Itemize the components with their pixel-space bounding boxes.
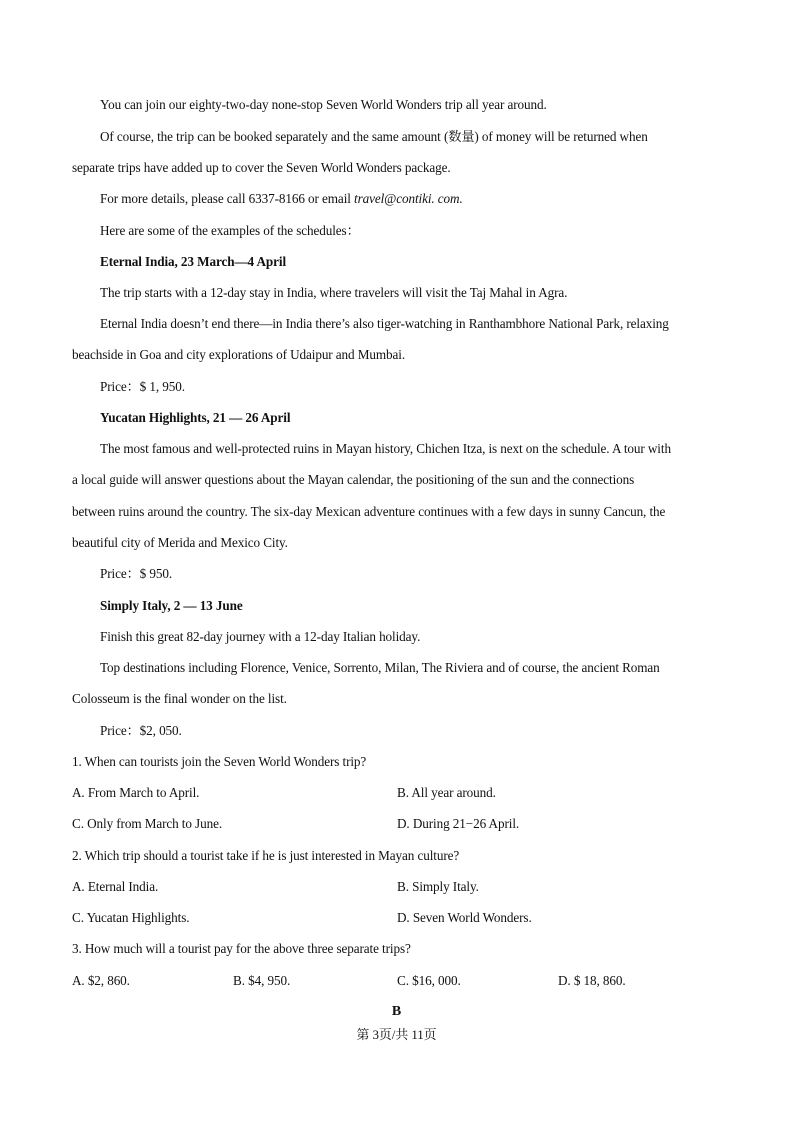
section-line: Eternal India doesn’t end there—in India there’s also tiger-watching in Ranthambhore National Park, relaxing: [100, 316, 669, 331]
section-title-simply-italy: Simply Italy, 2 — 13 June: [100, 598, 243, 613]
section-price: Price：$ 1, 950.: [100, 379, 185, 394]
answer-option: B. All year around.: [397, 785, 496, 800]
section-line: beachside in Goa and city explorations of Udaipur and Mumbai.: [72, 347, 406, 362]
answer-option: B. Simply Italy.: [397, 879, 479, 894]
intro-paragraph-2-line-2: separate trips have added up to cover the Seven World Wonders package.: [72, 160, 451, 175]
intro-paragraph-1: You can join our eighty-two-day none-stop Seven World Wonders trip all year around.: [100, 97, 547, 112]
section-title-eternal-india: Eternal India, 23 March—4 April: [100, 254, 287, 269]
section-line: beautiful city of Merida and Mexico City.: [72, 535, 288, 550]
section-title-yucatan-highlights: Yucatan Highlights, 21 — 26 April: [100, 410, 291, 425]
section-price: Price：$ 950.: [100, 566, 173, 581]
answer-option: D. $ 18, 860.: [558, 973, 626, 988]
answer-option: C. Yucatan Highlights.: [72, 910, 190, 925]
section-line: Colosseum is the final wonder on the list.: [72, 691, 287, 706]
question-stem: 1. When can tourists join the Seven World Wonders trip?: [72, 754, 367, 769]
contact-email: travel@contiki. com.: [354, 191, 463, 206]
section-line: The most famous and well-protected ruins in Mayan history, Chichen Itza, is next on the schedule. A tour with: [100, 441, 671, 456]
section-line: Top destinations including Florence, Venice, Sorrento, Milan, The Riviera and of course, the ancient Roman: [100, 660, 660, 675]
answer-option: D. During 21−26 April.: [397, 816, 520, 831]
section-line: between ruins around the country. The six-day Mexican adventure continues with a few days in sunny Cancun, the: [72, 504, 666, 519]
answer-option: C. $16, 000.: [397, 973, 461, 988]
answer-option: A. $2, 860.: [72, 973, 130, 988]
section-heading-b: B: [391, 1004, 402, 1019]
answer-option: B. $4, 950.: [233, 973, 291, 988]
answer-option: C. Only from March to June.: [72, 816, 223, 831]
contact-line: [100, 191, 463, 207]
answer-option: A. From March to April.: [72, 785, 200, 800]
schedules-intro: Here are some of the examples of the schedules：: [100, 223, 360, 238]
question-stem: 3. How much will a tourist pay for the above three separate trips?: [72, 941, 411, 956]
section-line: The trip starts with a 12-day stay in India, where travelers will visit the Taj Mahal in Agra.: [100, 285, 568, 300]
answer-option: A. Eternal India.: [72, 879, 159, 894]
answer-option: D. Seven World Wonders.: [397, 910, 532, 925]
section-line: a local guide will answer questions about the Mayan calendar, the positioning of the sun and the connections: [72, 472, 635, 487]
question-stem: 2. Which trip should a tourist take if he is just interested in Mayan culture?: [72, 848, 460, 863]
section-price: Price：$2, 050.: [100, 723, 182, 738]
intro-paragraph-2-line-1: Of course, the trip can be booked separately and the same amount (数量) of money will be returned when: [100, 129, 648, 144]
section-line: Finish this great 82-day journey with a 12-day Italian holiday.: [100, 629, 421, 644]
page-footer: 第 3页/共 11页: [356, 1027, 437, 1042]
contact-text: For more details, please call 6337-8166 or email: [100, 191, 355, 206]
